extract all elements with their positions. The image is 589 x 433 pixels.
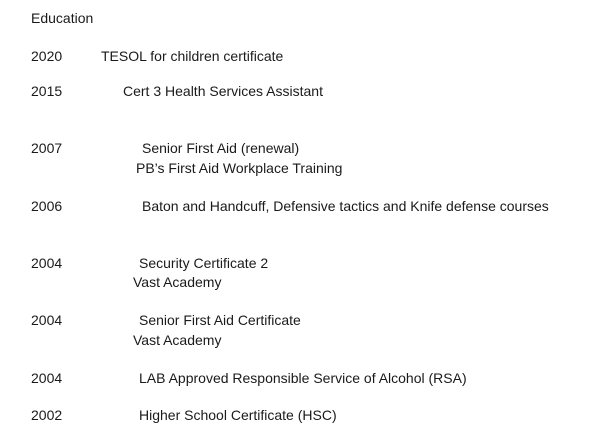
entry-year: 2006	[31, 198, 63, 214]
entry-year: 2004	[31, 312, 63, 328]
entry-year: 2015	[31, 83, 63, 99]
entry-title: Baton and Handcuff, Defensive tactics and Knife defense courses	[142, 198, 549, 214]
entry-title: Higher School Certificate (HSC)	[139, 407, 337, 423]
entry-year: 2002	[31, 407, 63, 423]
entry-year: 2004	[31, 255, 63, 271]
entry-title: LAB Approved Responsible Service of Alcohol (RSA)	[139, 370, 467, 386]
entry-title: TESOL for children certificate	[101, 48, 284, 64]
entry-provider: Vast Academy	[133, 332, 222, 348]
entry-title: Cert 3 Health Services Assistant	[123, 83, 323, 99]
entry-title: Senior First Aid Certificate	[139, 312, 301, 328]
entry-year: 2004	[31, 370, 63, 386]
entry-provider: PB’s First Aid Workplace Training	[136, 160, 343, 176]
entry-year: 2020	[31, 48, 63, 64]
entry-year: 2007	[31, 140, 63, 156]
entry-title: Security Certificate 2	[139, 255, 269, 271]
entry-provider: Vast Academy	[133, 274, 222, 290]
section-heading: Education	[31, 10, 94, 26]
entry-title: Senior First Aid (renewal)	[142, 140, 300, 156]
